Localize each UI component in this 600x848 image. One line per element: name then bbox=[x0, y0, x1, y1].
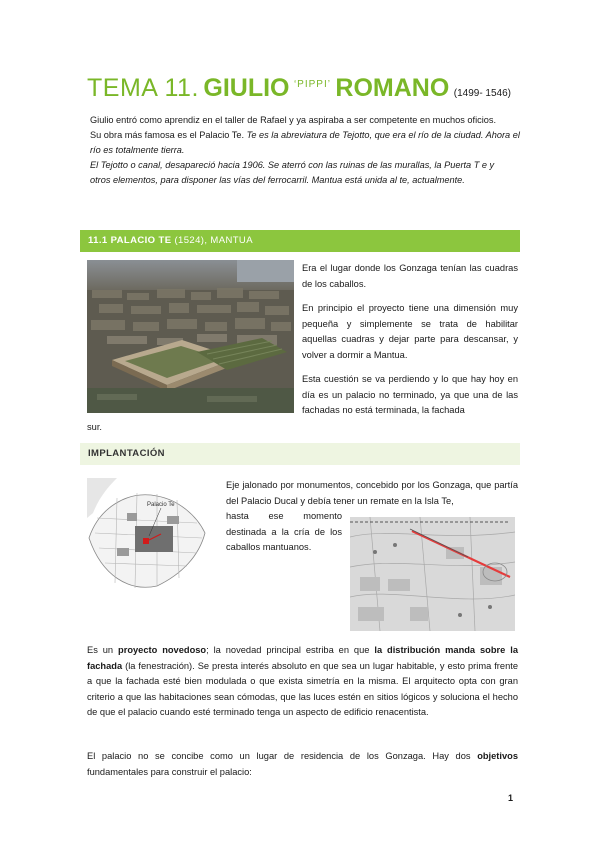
intro-line: otros elementos, para disponer las vías del ferrocarril. Mantua está unida al te, actualmente. bbox=[90, 175, 465, 185]
implantacion-text-bottom: hasta ese momento destinada a la cría de los caballos mantuanos. bbox=[226, 511, 342, 552]
title-prefix: TEMA 11. bbox=[87, 74, 199, 102]
paragraph-objetivos: El palacio no se concibe como un lugar de residencia de los Gonzaga. Hay dos objetivos fundamentales para construir el palacio: bbox=[87, 751, 518, 777]
intro-block bbox=[90, 113, 520, 188]
aerial-photo-palacio-te bbox=[87, 260, 294, 413]
intro-line: El Tejotto o canal, desapareció hacia 1906. Se aterró con las ruinas de las murallas, la Puerta T e y bbox=[90, 160, 495, 170]
intro-line: Giulio entró como aprendiz en el taller de Rafael y ya aspiraba a ser competente en muchos oficios. bbox=[90, 115, 496, 125]
title-dates: (1499- 1546) bbox=[453, 88, 512, 99]
section-heading-palacio-te: 11.1 PALACIO TE (1524), MANTUA bbox=[80, 230, 520, 252]
s1-text-tail: sur. bbox=[87, 422, 102, 432]
s1-paragraph: Era el lugar donde los Gonzaga tenían las cuadras de los caballos. bbox=[302, 263, 518, 289]
implantacion-text-top: Eje jalonado por monumentos, concebido por los Gonzaga, que partía del Palacio Ducal y debía tener un remate en la Isla Te, bbox=[226, 480, 518, 506]
s1-text bbox=[302, 261, 518, 419]
paragraph-novedoso: Es un proyecto novedoso; la novedad principal estriba en que la distribución manda sobre la fachada (la fenestración). Se presta interés absoluto en que sea un lugar habitable, y esto prima frente a que la fachada esté bien modulada o que exista simetría en la misma. El arquitecto opta con gran criterio a que las habitaciones sean cómodas, que las luces estén en sitios lógicos y soluciona el hecho de que el palacio cuando esté terminado tenga un aspecto de edificio renacentista. bbox=[87, 645, 518, 717]
title-giulio: GIULIO bbox=[203, 74, 290, 102]
s1-paragraph: En principio el proyecto tiene una dimensión muy pequeña y simplemente se trata de habilitar aquellas cuadras y dejar parte para descansar, y volver a dormir a Mantua. bbox=[302, 303, 518, 360]
section-heading-implantacion: IMPLANTACIÓN bbox=[80, 443, 520, 465]
intro-line: Su obra más famosa es el Palacio Te. Te es la abreviatura de Tejotto, que era el río de la ciudad. Ahora el río es totalmente tierra. bbox=[90, 130, 520, 155]
mantua-city-map bbox=[87, 478, 222, 605]
page-title bbox=[87, 74, 511, 103]
title-romano: ROMANO bbox=[335, 74, 450, 102]
page-number: 1 bbox=[508, 793, 514, 803]
title-nickname: ‘PIPPI’ bbox=[293, 79, 331, 90]
s1-paragraph: Esta cuestión se va perdiendo y lo que hay hoy en día es un palacio no terminado, ya que una de las fachadas no está terminada, la fachada bbox=[302, 374, 518, 415]
map-label: Palacio Te bbox=[147, 502, 175, 508]
historical-map bbox=[350, 517, 515, 631]
